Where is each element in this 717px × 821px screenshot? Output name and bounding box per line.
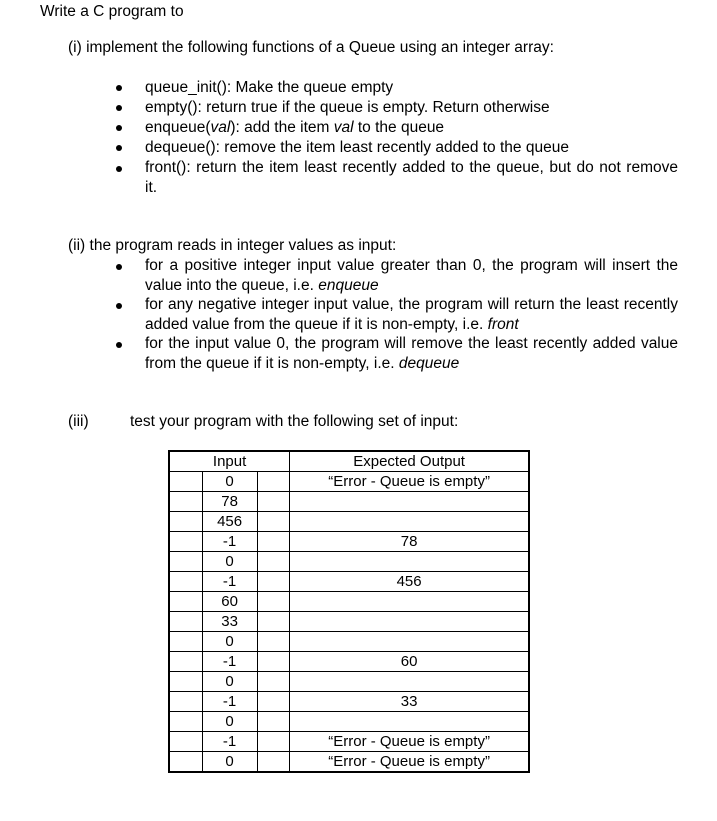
part1-heading: (i) implement the following functions of a Queue using an integer array: [68,39,554,56]
item-italic: val [333,119,354,136]
input-value: 60 [202,592,258,611]
bullet-icon [116,342,122,348]
input-value: -1 [202,692,258,711]
item-text: queue_init(): Make the queue empty [145,79,394,96]
table-row [169,492,529,512]
item-text: to the queue [353,119,445,136]
table-header-row [169,451,529,472]
input-value: 33 [202,612,258,631]
table-row [169,652,529,672]
cell-input [169,712,290,732]
item-italic: enqueue [318,277,379,294]
cell-input [169,592,290,612]
cell-input [169,572,290,592]
item-italic: front [487,316,519,333]
cell-expected-output [290,512,529,532]
cell-input [169,512,290,532]
cell-expected-output: 456 [290,572,529,592]
cell-expected-output: “Error - Queue is empty” [290,732,529,752]
table-row [169,592,529,612]
part2-heading: (ii) the program reads in integer values as input: [68,237,397,254]
input-value: 456 [202,512,258,531]
input-value: -1 [202,652,258,671]
list-item [145,256,678,296]
item-text: empty(): return true if the queue is empty. Return otherwise [145,99,550,116]
header-expected-output: Expected Output [290,451,529,472]
table-row [169,572,529,592]
cell-input [169,632,290,652]
cell-expected-output [290,712,529,732]
list-item [145,78,393,97]
table-row [169,732,529,752]
table-row [169,752,529,773]
part3-label: (iii) [68,413,89,430]
input-value: -1 [202,572,258,591]
cell-expected-output: 78 [290,532,529,552]
input-value: 0 [202,712,258,731]
io-table [168,450,530,773]
item-text: enqueue( [145,119,211,136]
table-row [169,672,529,692]
cell-input [169,732,290,752]
cell-input [169,752,290,773]
bullet-icon [116,105,122,111]
header-input [169,451,290,472]
input-value: 0 [202,752,258,771]
list-item [145,138,569,157]
input-value: -1 [202,732,258,751]
input-value: 0 [202,552,258,571]
bullet-icon [116,85,122,91]
bullet-icon [116,303,122,309]
list-item [145,118,444,137]
table-row [169,632,529,652]
cell-input [169,672,290,692]
input-value: 0 [202,672,258,691]
cell-expected-output [290,672,529,692]
bullet-icon [116,166,122,172]
cell-input [169,652,290,672]
cell-expected-output [290,612,529,632]
cell-input [169,692,290,712]
table-row [169,612,529,632]
part3-heading: test your program with the following set of input: [130,413,459,430]
cell-input [169,532,290,552]
list-item [145,158,678,198]
cell-input [169,552,290,572]
cell-expected-output: “Error - Queue is empty” [290,472,529,492]
cell-expected-output: “Error - Queue is empty” [290,752,529,773]
bullet-icon [116,125,122,131]
cell-expected-output: 33 [290,692,529,712]
cell-expected-output [290,632,529,652]
input-value: -1 [202,532,258,551]
cell-expected-output [290,552,529,572]
item-italic: val [210,119,231,136]
table-row [169,692,529,712]
item-text: for any negative integer input value, the program will return the least recently added value from the queue if it is non-empty, i.e. [145,296,678,333]
item-text: for the input value 0, the program will remove the least recently added value from the queue if it is non-empty, i.e. [145,335,678,372]
table-row [169,552,529,572]
input-value: 0 [202,472,258,491]
input-value: Input [212,453,247,470]
item-text: for a positive integer input value greater than 0, the program will insert the value into the queue, i.e. [145,257,678,294]
list-item [145,98,550,117]
input-value: 78 [202,492,258,511]
table-row [169,532,529,552]
table-row [169,512,529,532]
item-italic: dequeue [398,355,460,372]
item-text: front(): return the item least recently added to the queue, but do not remove it. [145,159,678,196]
cell-input [169,492,290,512]
list-item [145,295,678,335]
cell-expected-output: 60 [290,652,529,672]
cell-expected-output [290,592,529,612]
item-text: ): add the item [230,119,334,136]
bullet-icon [116,145,122,151]
bullet-icon [116,264,122,270]
item-text: dequeue(): remove the item least recently added to the queue [145,139,569,156]
cell-input [169,612,290,632]
table-row [169,712,529,732]
cell-expected-output [290,492,529,512]
table-row [169,472,529,492]
cell-input [169,472,290,492]
input-value: 0 [202,632,258,651]
list-item [145,334,678,374]
page-title: Write a C program to [40,3,184,20]
